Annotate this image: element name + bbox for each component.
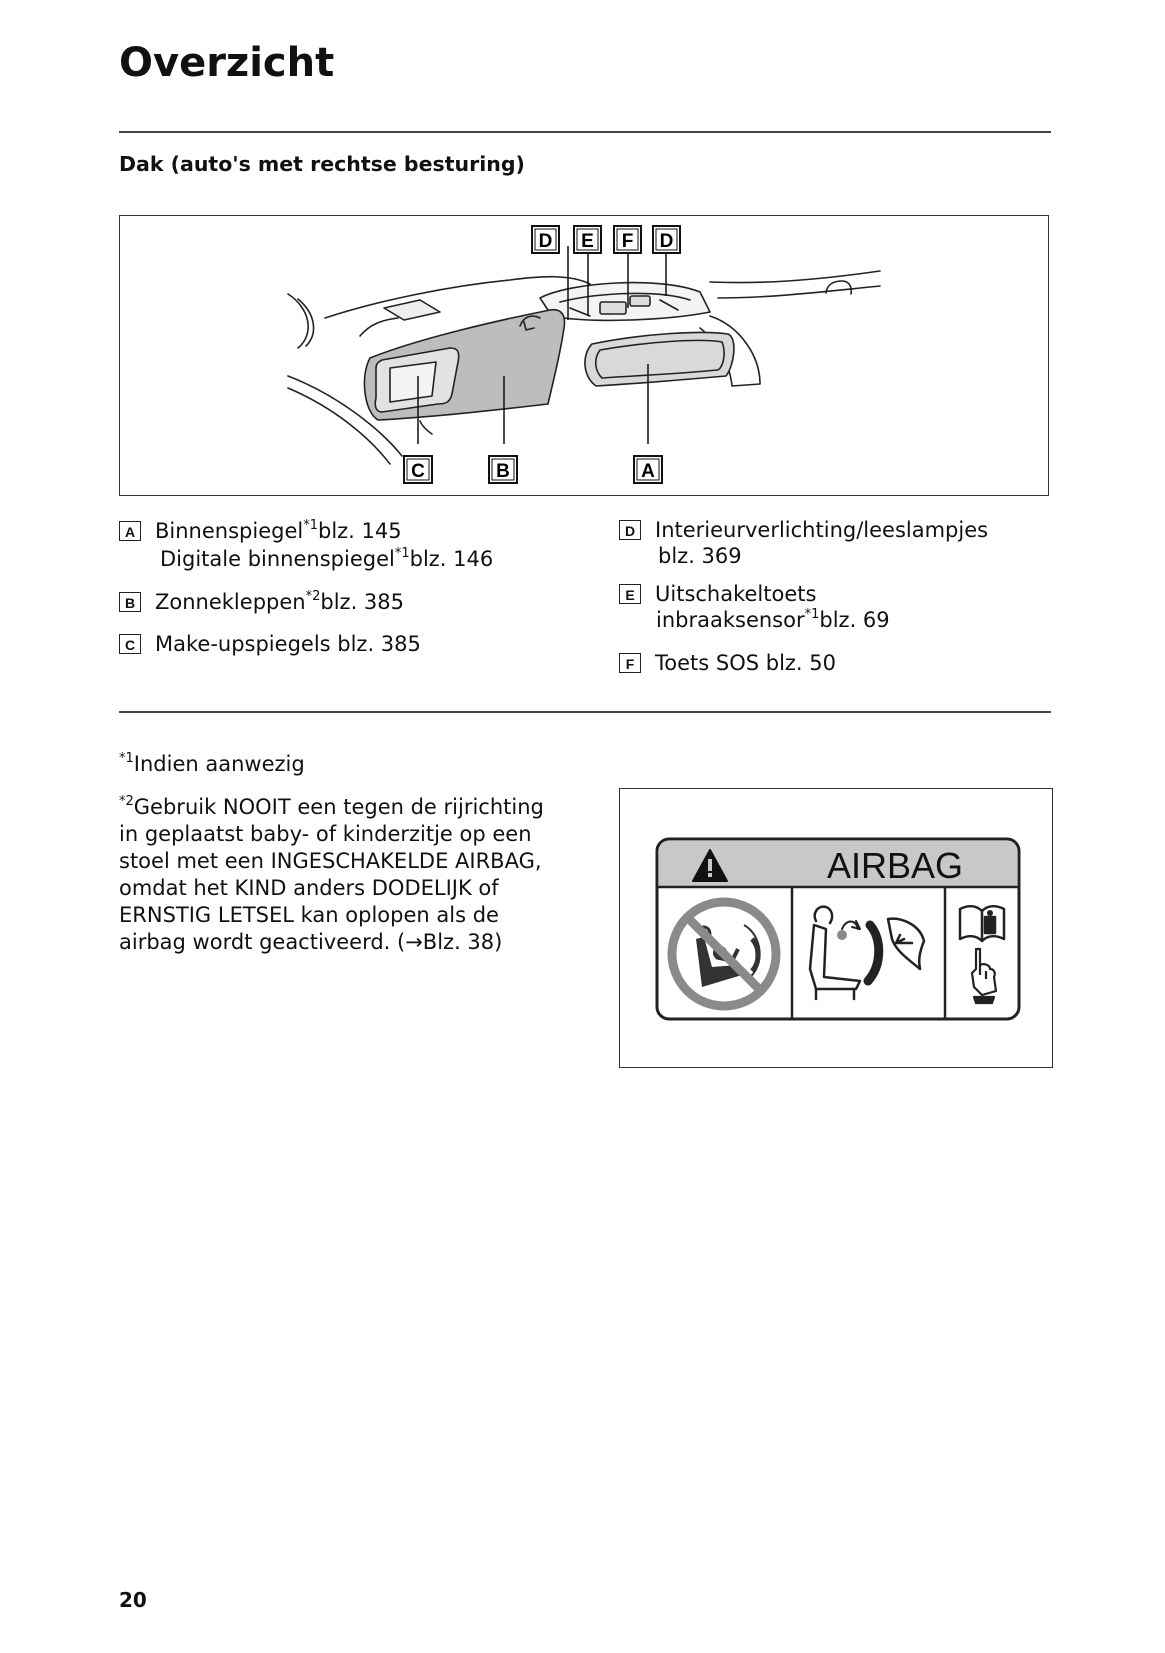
title-divider	[119, 131, 1051, 133]
legend-a-line1-page: blz. 145	[317, 519, 402, 543]
legend-badge-b: B	[119, 592, 141, 612]
footnote-1-text: Indien aanwezig	[133, 752, 305, 776]
page-number: 20	[119, 1588, 147, 1612]
callout-bottom-a	[634, 456, 662, 483]
callout-bottom-c-label: C	[411, 461, 425, 482]
legend-e-line2-text: inbraaksensor	[656, 608, 805, 632]
legend-item-b	[119, 589, 404, 615]
section-heading: Dak (auto's met rechtse besturing)	[119, 152, 525, 176]
legend-a-line2-page: blz. 146	[409, 547, 494, 571]
callout-top-d2	[653, 226, 680, 253]
legend-a-line1-sup: *1	[303, 518, 318, 533]
legend-a-line2-text: Digitale binnenspiegel	[160, 547, 395, 571]
a-pillar-line	[288, 294, 308, 348]
callout-top-e	[574, 226, 601, 253]
legend-divider	[119, 711, 1051, 713]
footnote-2-marker: *2	[119, 794, 134, 809]
legend-item-a-line2	[160, 546, 493, 572]
footnote-2-line-6: airbag wordt geactiveerd. (→Blz. 38)	[119, 930, 503, 954]
callout-top-f	[614, 226, 641, 253]
legend-item-d-line2	[658, 543, 742, 569]
callout-bottom-c	[404, 456, 432, 483]
legend-badge-c: C	[119, 634, 141, 654]
roof-diagram	[119, 215, 1049, 496]
footnote-1-marker: *1	[119, 751, 134, 766]
legend-c-text: Make-upspiegels blz. 385	[155, 632, 421, 656]
callout-top-e-label: E	[581, 231, 594, 252]
legend-item-e	[619, 581, 816, 607]
legend-f-text: Toets SOS blz. 50	[655, 651, 837, 675]
legend-badge-e: E	[619, 584, 641, 604]
airbag-warning-label	[619, 788, 1053, 1068]
roof-illustration	[120, 216, 1050, 497]
footnote-2-line-3: stoel met een INGESCHAKELDE AIRBAG,	[119, 849, 542, 873]
legend-badge-d: D	[619, 520, 641, 540]
footnote-1	[119, 751, 305, 778]
airbag-label-title: AIRBAG	[826, 845, 964, 886]
legend-item-d	[619, 517, 988, 543]
legend-item-c	[119, 631, 421, 657]
footnote-2-line-5: ERNSTIG LETSEL kan oplopen als de	[119, 903, 499, 927]
callout-bottom-a-label: A	[641, 461, 655, 482]
footnote-2-line-1: Gebruik NOOIT een tegen de rijrichting	[133, 795, 544, 819]
callout-top-d2-label: D	[659, 231, 674, 252]
legend-e-line2-sup: *1	[804, 607, 820, 622]
legend-b-text: Zonnekleppen	[155, 590, 306, 614]
legend-badge-a: A	[119, 521, 141, 541]
legend-e-line2-page: blz. 69	[819, 608, 890, 632]
footnote-2-line-2: in geplaatst baby- of kinderzitje op een	[119, 822, 532, 846]
callout-top-f-label: F	[621, 231, 634, 252]
callout-top-d1	[532, 226, 559, 253]
legend-b-sup: *2	[305, 589, 321, 604]
legend-a-line1-text: Binnenspiegel	[155, 519, 304, 543]
legend-e-line1: Uitschakeltoets	[655, 582, 817, 606]
legend-item-e-line2	[656, 607, 890, 633]
callout-bottom-b	[489, 456, 517, 483]
legend-d-line2: blz. 369	[658, 544, 742, 568]
legend-item-f	[619, 650, 836, 676]
no-rear-facing-child-seat-icon	[672, 902, 776, 1006]
callout-bottom-b-label: B	[496, 461, 510, 482]
page-title: Overzicht	[119, 40, 335, 86]
legend-b-page: blz. 385	[320, 590, 404, 614]
callout-top-d1-label: D	[538, 231, 553, 252]
airbag-label-graphic	[620, 789, 1054, 1069]
read-manual-icon	[960, 906, 1004, 941]
legend-badge-f: F	[619, 653, 641, 673]
legend-item-a	[119, 518, 402, 544]
footnote-2	[119, 794, 589, 956]
legend-a-line2-sup: *1	[394, 546, 410, 561]
legend-d-line1: Interieurverlichting/leeslampjes	[655, 518, 989, 542]
footnote-2-line-4: omdat het KIND anders DODELIJK of	[119, 876, 499, 900]
